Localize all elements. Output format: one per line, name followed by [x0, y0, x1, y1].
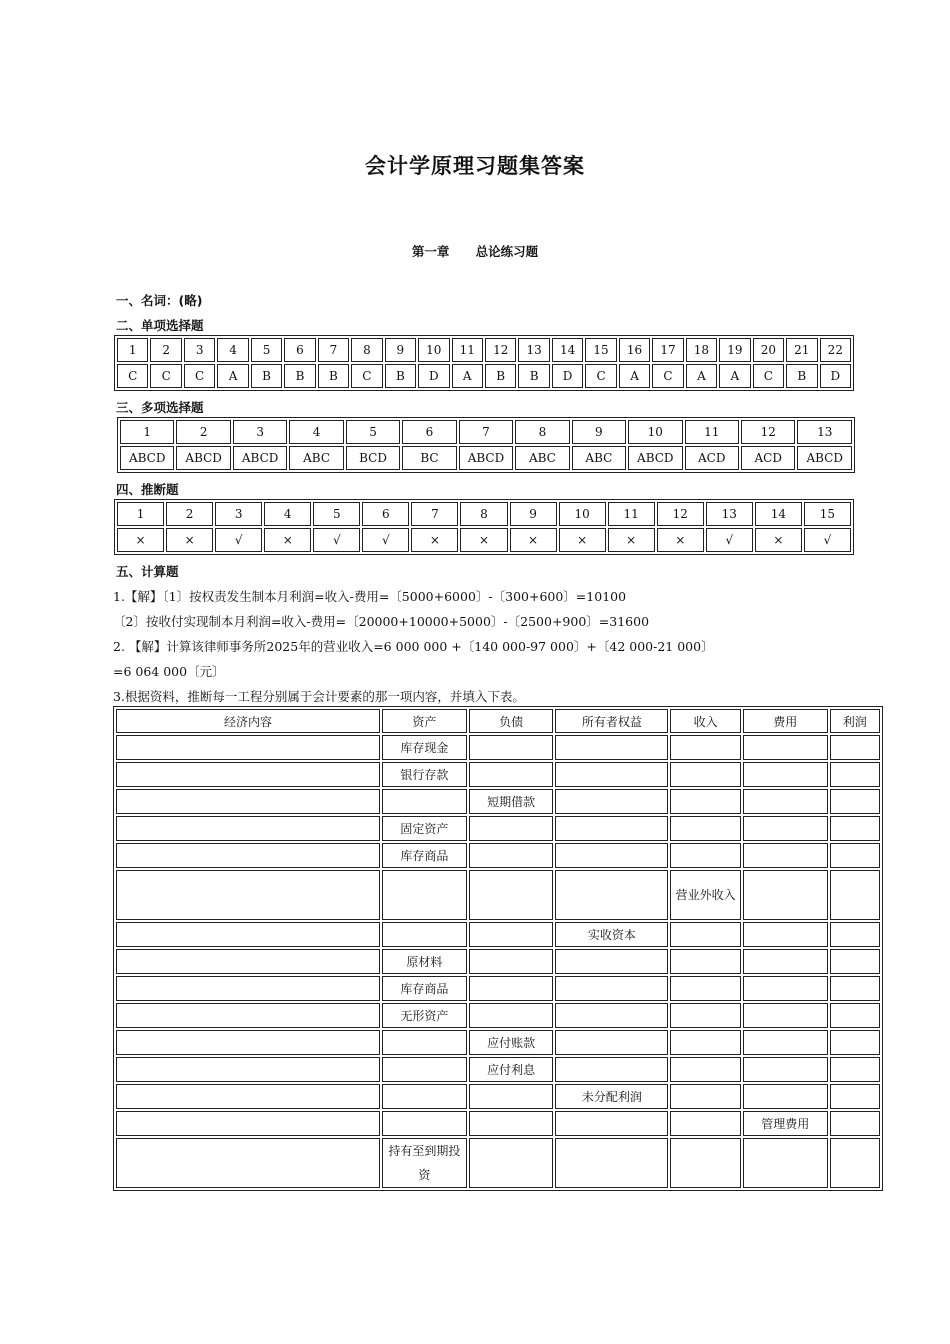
question-number-cell: 17 — [652, 338, 683, 362]
table-cell — [743, 949, 828, 974]
answer-cell: B — [284, 364, 315, 388]
table-cell — [555, 949, 668, 974]
table-cell — [469, 1138, 554, 1188]
table-cell — [743, 735, 828, 760]
question-number-cell: 15 — [585, 338, 616, 362]
table-row — [116, 922, 880, 947]
table-cell — [469, 949, 554, 974]
table-row — [116, 843, 880, 868]
table-cell — [670, 762, 741, 787]
multi-choice-answer-row — [120, 446, 852, 470]
answer-cell: × — [411, 528, 458, 552]
question-number-cell: 8 — [351, 338, 382, 362]
answer-cell: BC — [402, 446, 456, 470]
table-cell — [743, 976, 828, 1001]
table-cell — [830, 1111, 880, 1136]
table-row — [116, 816, 880, 841]
table-cell — [830, 816, 880, 841]
question-number-cell: 8 — [515, 420, 569, 444]
section-calculation-heading: 五、计算题 — [116, 564, 179, 579]
table-cell — [670, 1138, 741, 1188]
question-number-cell: 15 — [804, 502, 851, 526]
table-cell — [382, 789, 467, 814]
answer-cell: × — [559, 528, 606, 552]
question-number-cell: 1 — [117, 338, 148, 362]
answer-cell: C — [585, 364, 616, 388]
table-cell — [830, 1057, 880, 1082]
table-row — [116, 1057, 880, 1082]
table-cell — [743, 1057, 828, 1082]
table-cell — [116, 735, 380, 760]
table-cell — [743, 816, 828, 841]
answer-cell: ABCD — [628, 446, 682, 470]
table-cell — [555, 1138, 668, 1188]
table-cell — [830, 870, 880, 920]
single-choice-answer-row — [117, 364, 851, 388]
table-row — [116, 949, 880, 974]
table-cell — [830, 1003, 880, 1028]
table-cell — [382, 922, 467, 947]
answer-cell: ACD — [741, 446, 795, 470]
table-cell — [830, 762, 880, 787]
table-row — [116, 870, 880, 920]
table-cell: 短期借款 — [469, 789, 554, 814]
question-number-cell: 10 — [628, 420, 682, 444]
answer-cell: ABC — [572, 446, 626, 470]
table-cell: 原材料 — [382, 949, 467, 974]
table-cell — [670, 976, 741, 1001]
question-number-cell: 2 — [166, 502, 213, 526]
table-cell — [469, 762, 554, 787]
answer-cell: B — [251, 364, 282, 388]
calc-answer-1-cash: 〔2〕按收付实现制本月利润=收入-费用=〔20000+10000+5000〕-〔2500+900〕=31600 — [113, 614, 650, 629]
table-cell — [555, 789, 668, 814]
table-row — [116, 1111, 880, 1136]
table-cell — [743, 870, 828, 920]
question-number-cell: 22 — [820, 338, 851, 362]
table-cell — [830, 843, 880, 868]
table-cell — [555, 1057, 668, 1082]
answer-cell: D — [418, 364, 449, 388]
question-number-cell: 12 — [741, 420, 795, 444]
table-cell: 应付账款 — [469, 1030, 554, 1055]
column-header: 收入 — [670, 709, 741, 733]
question-number-cell: 7 — [318, 338, 349, 362]
table-cell — [743, 762, 828, 787]
table-cell — [830, 949, 880, 974]
judgement-number-row — [117, 502, 851, 526]
table-cell: 固定资产 — [382, 816, 467, 841]
table-row — [116, 789, 880, 814]
question-number-cell: 12 — [657, 502, 704, 526]
table-cell — [670, 816, 741, 841]
table-cell — [382, 1111, 467, 1136]
table-cell — [743, 1030, 828, 1055]
table-cell — [469, 1111, 554, 1136]
table-cell — [743, 1003, 828, 1028]
judgement-answer-row — [117, 528, 851, 552]
question-number-cell: 14 — [755, 502, 802, 526]
table-cell — [743, 1084, 828, 1109]
table-cell — [670, 735, 741, 760]
table-cell — [555, 816, 668, 841]
column-header: 所有者权益 — [555, 709, 668, 733]
question-number-cell: 16 — [619, 338, 650, 362]
column-header: 经济内容 — [116, 709, 380, 733]
table-cell — [830, 976, 880, 1001]
question-number-cell: 7 — [459, 420, 513, 444]
table-cell — [469, 735, 554, 760]
answer-cell: × — [608, 528, 655, 552]
table-cell — [469, 922, 554, 947]
table-row — [116, 1030, 880, 1055]
question-number-cell: 10 — [559, 502, 606, 526]
question-number-cell: 20 — [753, 338, 784, 362]
answer-cell: B — [385, 364, 416, 388]
question-number-cell: 9 — [572, 420, 626, 444]
table-cell — [469, 816, 554, 841]
question-number-cell: 5 — [251, 338, 282, 362]
table-cell — [670, 1003, 741, 1028]
table-cell — [670, 1084, 741, 1109]
table-cell — [116, 949, 380, 974]
question-number-cell: 2 — [176, 420, 230, 444]
question-number-cell: 13 — [518, 338, 549, 362]
table-cell — [469, 976, 554, 1001]
elements-body — [116, 735, 880, 1188]
table-row — [116, 1138, 880, 1188]
answer-cell: B — [518, 364, 549, 388]
single-choice-number-row — [117, 338, 851, 362]
table-cell — [743, 843, 828, 868]
table-cell — [830, 922, 880, 947]
question-number-cell: 19 — [719, 338, 750, 362]
table-cell — [555, 735, 668, 760]
question-number-cell: 18 — [686, 338, 717, 362]
table-row — [116, 1003, 880, 1028]
question-number-cell: 5 — [313, 502, 360, 526]
table-cell — [555, 1030, 668, 1055]
table-cell: 持有至到期投资 — [382, 1138, 467, 1188]
section-multi-choice-heading: 三、多项选择题 — [116, 400, 204, 415]
table-cell: 库存现金 — [382, 735, 467, 760]
answer-cell: ABCD — [233, 446, 287, 470]
answer-cell: × — [510, 528, 557, 552]
table-cell: 库存商品 — [382, 976, 467, 1001]
question-number-cell: 11 — [452, 338, 483, 362]
question-number-cell: 3 — [233, 420, 287, 444]
question-number-cell: 11 — [608, 502, 655, 526]
table-cell — [670, 843, 741, 868]
answer-cell: C — [117, 364, 148, 388]
judgement-table — [114, 499, 854, 555]
question-number-cell: 10 — [418, 338, 449, 362]
table-cell: 管理费用 — [743, 1111, 828, 1136]
table-cell — [116, 789, 380, 814]
answer-cell: × — [166, 528, 213, 552]
question-number-cell: 8 — [460, 502, 507, 526]
table-cell — [555, 870, 668, 920]
answer-cell: D — [552, 364, 583, 388]
answer-cell: √ — [313, 528, 360, 552]
column-header: 利润 — [830, 709, 880, 733]
table-cell — [116, 1111, 380, 1136]
chapter-heading — [0, 242, 950, 260]
question-number-cell: 11 — [685, 420, 739, 444]
question-number-cell: 3 — [184, 338, 215, 362]
answer-cell: ABCD — [120, 446, 174, 470]
answer-cell: × — [657, 528, 704, 552]
table-cell — [555, 843, 668, 868]
table-cell — [116, 843, 380, 868]
question-number-cell: 9 — [385, 338, 416, 362]
table-cell — [469, 870, 554, 920]
answer-cell: × — [755, 528, 802, 552]
table-cell — [830, 789, 880, 814]
question-number-cell: 4 — [217, 338, 248, 362]
answer-cell: BCD — [346, 446, 400, 470]
table-cell — [116, 1057, 380, 1082]
question-number-cell: 3 — [215, 502, 262, 526]
table-cell — [116, 870, 380, 920]
answer-cell: ABCD — [176, 446, 230, 470]
table-cell — [116, 1003, 380, 1028]
answer-cell: C — [351, 364, 382, 388]
section-single-choice-heading: 二、单项选择题 — [116, 318, 204, 333]
column-header: 资产 — [382, 709, 467, 733]
answer-cell: ABC — [515, 446, 569, 470]
table-cell — [382, 1084, 467, 1109]
table-cell: 营业外收入 — [670, 870, 741, 920]
table-cell — [830, 1138, 880, 1188]
multi-choice-table — [117, 417, 855, 473]
table-cell — [830, 1030, 880, 1055]
table-cell — [743, 1138, 828, 1188]
question-number-cell: 14 — [552, 338, 583, 362]
column-header: 费用 — [743, 709, 828, 733]
table-cell — [743, 922, 828, 947]
calc-answer-2-result: =6 064 000〔元〕 — [113, 664, 225, 679]
calc-answer-2: 2. 【解】计算该律师事务所2025年的营业收入=6 000 000 +〔140 000-97 000〕+〔42 000-21 000〕 — [113, 639, 714, 654]
column-header: 负债 — [469, 709, 554, 733]
elements-header-row — [116, 709, 880, 733]
table-cell — [555, 762, 668, 787]
question-number-cell: 13 — [706, 502, 753, 526]
question-number-cell: 6 — [362, 502, 409, 526]
question-number-cell: 5 — [346, 420, 400, 444]
answer-cell: ABCD — [459, 446, 513, 470]
question-number-cell: 21 — [786, 338, 817, 362]
answer-cell: A — [217, 364, 248, 388]
question-number-cell: 12 — [485, 338, 516, 362]
table-cell: 未分配利润 — [555, 1084, 668, 1109]
table-cell — [116, 762, 380, 787]
table-cell: 无形资产 — [382, 1003, 467, 1028]
answer-cell: ABC — [289, 446, 343, 470]
table-cell — [116, 922, 380, 947]
document-title: 会计学原理习题集答案 — [365, 154, 585, 178]
table-cell — [116, 816, 380, 841]
table-cell — [116, 1030, 380, 1055]
answer-cell: A — [686, 364, 717, 388]
table-cell — [382, 870, 467, 920]
table-cell — [670, 922, 741, 947]
table-row — [116, 976, 880, 1001]
table-cell — [469, 1003, 554, 1028]
table-cell — [116, 1138, 380, 1188]
table-cell — [116, 1084, 380, 1109]
table-cell — [670, 949, 741, 974]
table-row — [116, 1084, 880, 1109]
question-number-cell: 1 — [117, 502, 164, 526]
answer-cell: D — [820, 364, 851, 388]
answer-cell: × — [460, 528, 507, 552]
question-number-cell: 2 — [150, 338, 181, 362]
table-cell: 库存商品 — [382, 843, 467, 868]
section-terms-heading: 一、名词：(略) — [116, 293, 203, 308]
table-cell — [382, 1057, 467, 1082]
answer-cell: A — [619, 364, 650, 388]
question-number-cell: 6 — [284, 338, 315, 362]
question-number-cell: 9 — [510, 502, 557, 526]
table-cell — [830, 735, 880, 760]
table-cell — [830, 1084, 880, 1109]
table-cell — [555, 976, 668, 1001]
calc-answer-1-accrual: 1.【解】〔1〕按权责发生制本月利润=收入-费用=〔5000+6000〕-〔300+600〕=10100 — [113, 589, 627, 604]
answer-cell: C — [184, 364, 215, 388]
section-judgement-heading: 四、推断题 — [116, 482, 179, 497]
answer-cell: ACD — [685, 446, 739, 470]
answer-cell: C — [150, 364, 181, 388]
question-number-cell: 7 — [411, 502, 458, 526]
answer-cell: B — [786, 364, 817, 388]
answer-cell: C — [753, 364, 784, 388]
question-number-cell: 13 — [797, 420, 852, 444]
answer-cell: × — [117, 528, 164, 552]
answer-cell: B — [318, 364, 349, 388]
question-number-cell: 6 — [402, 420, 456, 444]
table-cell — [670, 1057, 741, 1082]
table-cell — [469, 843, 554, 868]
table-cell — [670, 789, 741, 814]
answer-cell: ABCD — [797, 446, 852, 470]
table-cell: 应付利息 — [469, 1057, 554, 1082]
answer-cell: C — [652, 364, 683, 388]
answer-cell: × — [264, 528, 311, 552]
answer-cell: B — [485, 364, 516, 388]
answer-cell: √ — [706, 528, 753, 552]
table-cell — [382, 1030, 467, 1055]
table-cell — [555, 1111, 668, 1136]
answer-cell: √ — [804, 528, 851, 552]
table-cell: 银行存款 — [382, 762, 467, 787]
table-cell — [743, 789, 828, 814]
chapter-name: 总论练习题 — [475, 244, 539, 259]
table-row — [116, 762, 880, 787]
question-number-cell: 4 — [264, 502, 311, 526]
table-row — [116, 735, 880, 760]
question-number-cell: 1 — [120, 420, 174, 444]
table-cell — [670, 1030, 741, 1055]
answer-cell: √ — [215, 528, 262, 552]
multi-choice-number-row — [120, 420, 852, 444]
answer-cell: A — [452, 364, 483, 388]
table-cell — [555, 1003, 668, 1028]
table-cell — [469, 1084, 554, 1109]
answer-cell: A — [719, 364, 750, 388]
single-choice-table — [114, 335, 854, 391]
calc-question-3: 3.根据资料，推断每一工程分别属于会计要素的那一项内容，并填入下表。 — [113, 689, 525, 704]
question-number-cell: 4 — [289, 420, 343, 444]
table-cell: 实收资本 — [555, 922, 668, 947]
table-cell — [670, 1111, 741, 1136]
accounting-elements-table — [113, 706, 883, 1191]
chapter-number: 第一章 — [411, 244, 450, 259]
answer-cell: √ — [362, 528, 409, 552]
table-cell — [116, 976, 380, 1001]
